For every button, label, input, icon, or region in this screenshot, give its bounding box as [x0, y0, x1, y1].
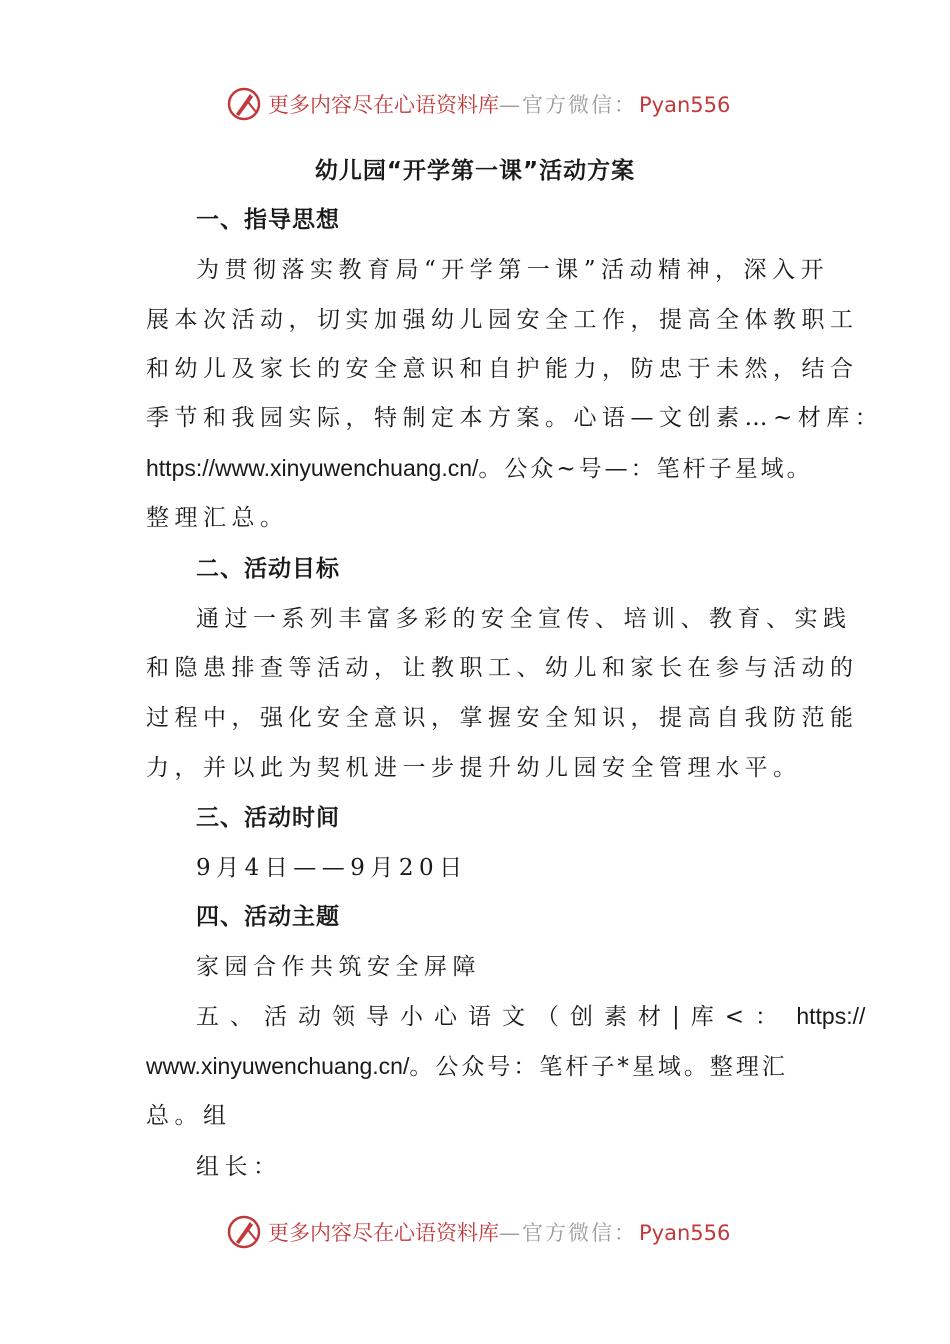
paragraph-line: 五、活动领导小心语文（创素材|库<： https://	[196, 1003, 866, 1030]
watermark-header	[226, 84, 746, 124]
activity-theme: 家园合作共筑安全屏障	[196, 954, 481, 980]
quill-pen-logo-icon	[226, 86, 262, 122]
watermark-text: 更多内容尽在心语资料库—官方微信：Pyan556	[268, 93, 731, 117]
paragraph-line: 和隐患排查等活动，让教职工、幼儿和家长在参与活动的	[146, 655, 859, 681]
paragraph-line: www.xinyuwenchuang.cn/。公众号：笔杆子*星域。整理汇	[146, 1053, 788, 1080]
document-title: 幼儿园“开学第一课”活动方案	[314, 158, 636, 184]
paragraph-line: 和幼儿及家长的安全意识和自护能力，防忠于未然，结合	[146, 356, 859, 382]
paragraph-line: 力，并以此为契机进一步提升幼儿园安全管理水平。	[146, 755, 802, 781]
paragraph-line: 组长：	[196, 1154, 282, 1180]
watermark-footer	[226, 1212, 746, 1252]
source-url: https://www.xinyuwenchuang.cn/	[146, 455, 479, 481]
source-url: https://	[796, 1003, 866, 1029]
paragraph-line: 整理汇总。	[146, 505, 289, 531]
section-heading-activity-goals: 二、活动目标	[196, 556, 340, 582]
paragraph-line: 展本次活动，切实加强幼儿园安全工作，提高全体教职工	[146, 307, 859, 333]
source-url: www.xinyuwenchuang.cn/	[146, 1053, 410, 1079]
quill-pen-logo-icon	[226, 1214, 262, 1250]
section-heading-activity-time: 三、活动时间	[196, 805, 340, 831]
paragraph-line: https://www.xinyuwenchuang.cn/。公众~号—：笔杆子星域。	[146, 455, 813, 482]
paragraph-line: 为贯彻落实教育局“开学第一课”活动精神，深入开	[196, 257, 830, 283]
paragraph-line: 季节和我园实际，特制定本方案。心语—文创素…~材库：	[146, 405, 884, 431]
paragraph-line: 过程中，强化安全意识，掌握安全知识，提高自我防范能	[146, 705, 859, 731]
section-heading-activity-theme: 四、活动主题	[196, 904, 340, 930]
paragraph-line: 总。组	[146, 1103, 232, 1129]
watermark-text: 更多内容尽在心语资料库—官方微信：Pyan556	[268, 1221, 731, 1245]
section-heading-guiding-ideology: 一、指导思想	[196, 207, 340, 233]
paragraph-line: 通过一系列丰富多彩的安全宣传、培训、教育、实践	[196, 606, 852, 632]
activity-dates: 9月4日——9月20日	[196, 855, 468, 881]
